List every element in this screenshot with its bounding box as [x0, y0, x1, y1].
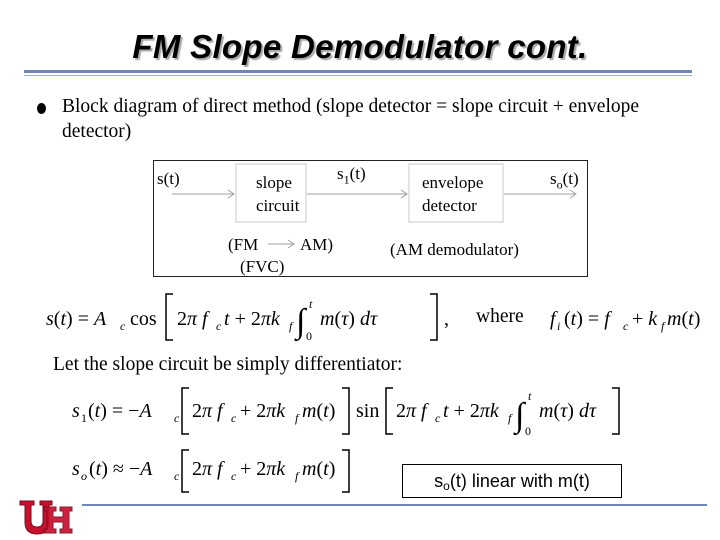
- equation-slope-output: [70, 380, 630, 442]
- svg-text:0: 0: [306, 329, 312, 343]
- svg-text:1: 1: [81, 411, 87, 425]
- svg-text:s: s: [72, 458, 80, 480]
- svg-text:(t) ≈ −A: (t) ≈ −A: [89, 458, 153, 480]
- footer-rule: [82, 504, 707, 506]
- slide-title: FM Slope Demodulator cont.: [132, 28, 588, 65]
- equation-slope-output-svg: [70, 380, 630, 442]
- svg-text:c: c: [231, 411, 237, 425]
- svg-text:m(τ) dτ: m(τ) dτ: [320, 308, 378, 330]
- output-signal-label: $s_o(t)$: [550, 169, 579, 192]
- svg-text:t + 2πk: t + 2πk: [443, 400, 499, 422]
- svg-text:0: 0: [525, 424, 531, 438]
- svg-text:+ 2πk: + 2πk: [240, 400, 286, 422]
- svg-text:m(t): m(t): [302, 400, 336, 422]
- intermediate-signal-label: $s_1(t)$: [337, 164, 366, 187]
- block1-label-line1: slope: [256, 173, 292, 192]
- svg-text:c: c: [216, 319, 222, 333]
- svg-text:m(t): m(t): [667, 308, 701, 330]
- svg-text:c: c: [174, 469, 180, 483]
- equation-fm-signal: [40, 288, 701, 350]
- title-underline-thin: [24, 75, 692, 76]
- fvc-label: (FVC): [240, 257, 285, 276]
- svg-text:f: f: [289, 319, 293, 333]
- svg-text:+ k: + k: [632, 308, 658, 330]
- svg-text:f: f: [295, 411, 299, 425]
- svg-text:m(τ) dτ: m(τ) dτ: [539, 400, 597, 422]
- svg-text:f: f: [661, 319, 665, 333]
- svg-text:∫: ∫: [296, 303, 306, 340]
- block2-label-line2: detector: [422, 196, 477, 215]
- svg-text:+ 2πk: + 2πk: [240, 458, 286, 480]
- svg-text:2π f: 2π f: [192, 400, 223, 422]
- fm-label: (FM: [228, 235, 259, 254]
- svg-text:,: ,: [444, 308, 449, 330]
- where-word: where: [476, 306, 524, 327]
- callout-text: (t) linear with m(t): [449, 471, 590, 491]
- svg-text:2π f: 2π f: [177, 308, 208, 330]
- svg-text:m(t): m(t): [302, 458, 336, 480]
- bullet-text: Block diagram of direct method (slope detector = slope circuit + envelope detector): [62, 96, 640, 142]
- svg-text:2π f: 2π f: [396, 400, 427, 422]
- block-diagram: [153, 160, 588, 277]
- am-demodulator-label: (AM demodulator): [390, 240, 519, 259]
- svg-text:c: c: [231, 469, 237, 483]
- svg-text:cos: cos: [130, 308, 157, 330]
- svg-text:(t) = f: (t) = f: [564, 308, 610, 330]
- am-label: AM): [300, 235, 334, 254]
- svg-text:f: f: [508, 411, 512, 425]
- svg-text:t + 2πk: t + 2πk: [224, 308, 280, 330]
- input-signal-label: s(t): [157, 169, 180, 188]
- svg-text:(t) = −A: (t) = −A: [88, 400, 152, 422]
- svg-text:c: c: [174, 411, 180, 425]
- svg-text:t: t: [309, 297, 313, 311]
- svg-text:f: f: [550, 308, 556, 330]
- differentiator-note: Let the slope circuit be simply differentiator:: [53, 354, 403, 375]
- svg-text:sin: sin: [356, 400, 380, 422]
- callout-s: s: [434, 471, 444, 491]
- svg-text:o: o: [81, 469, 87, 483]
- svg-text:∫: ∫: [515, 397, 525, 434]
- svg-text:c: c: [623, 319, 629, 333]
- bullet-dot: [37, 103, 46, 114]
- svg-text:c: c: [435, 411, 441, 425]
- svg-text:s(t) = A: s(t) = A: [46, 308, 107, 330]
- block2-label-line1: envelope: [422, 173, 484, 192]
- svg-text:c: c: [120, 319, 126, 333]
- equation-fm-signal-svg: [40, 288, 701, 350]
- svg-text:f: f: [295, 469, 299, 483]
- diagram-arrows: [154, 161, 587, 276]
- svg-text:t: t: [528, 389, 532, 403]
- svg-text:s: s: [72, 400, 80, 422]
- block1-label-line2: circuit: [256, 196, 300, 215]
- linear-callout: [402, 464, 622, 498]
- equation-envelope-output: [70, 446, 370, 500]
- callout-subscript: o: [443, 479, 450, 493]
- svg-text:2π f: 2π f: [192, 458, 223, 480]
- equation-envelope-output-svg: [70, 446, 370, 500]
- uh-logo-icon: [16, 497, 74, 537]
- svg-text:i: i: [557, 319, 561, 333]
- title-underline: [24, 70, 692, 73]
